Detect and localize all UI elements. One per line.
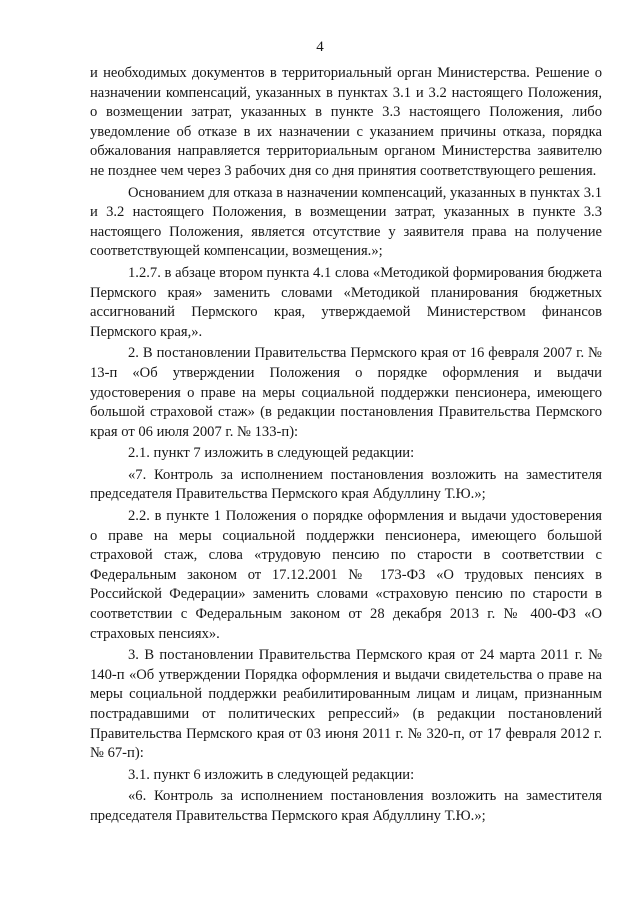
- document-body: [90, 64, 602, 829]
- paragraph-2-2: 2.2. в пункте 1 Положения о порядке оформления и выдачи удостоверения о праве на меры социальной поддержки пенсионера, имеющего большой страховой стаж, слова «трудовую пенсию по старости в соответствии с Федеральным законом от 17.12.2001 № 173-ФЗ «О трудовых пенсиях в Российской Федерации» заменить словами «страховую пенсию по старости в соответствии с Федеральным законом от 28 декабря 2013 г. № 400-ФЗ «О страховых пенсиях».: [90, 508, 602, 642]
- paragraph-1-2-7: 1.2.7. в абзаце втором пункта 4.1 слова «Методикой формирования бюджета Пермского края» заменить словами «Методикой планирования бюджетных ассигнований Пермского края, утверждаемой Министерством финансов Пермского края,».: [90, 264, 602, 340]
- page-number: 4: [316, 39, 324, 55]
- paragraph-3-1-quote: «6. Контроль за исполнением постановления возложить на заместителя председателя Правительства Пермского края Абдуллину Т.Ю.»;: [90, 788, 602, 824]
- paragraph-refusal-grounds: Основанием для отказа в назначении компенсаций, указанных в пунктах 3.1 и 3.2 настоящего Положения, в возмещении затрат, указанных в пункте 3.3 настоящего Положения, является отсутствие у заявителя права на получение соответствующей компенсации, возмещения.»;: [90, 184, 602, 260]
- paragraph-continuation: и необходимых документов в территориальный орган Министерства. Решение о назначении компенсаций, указанных в пунктах 3.1 и 3.2 настоящего Положения, о возмещении затрат, указанных в пункте 3.3 настоящего Положения, либо уведомление об отказе в их назначении с указанием причины отказа, порядка обжалования направляется территориальным органом Министерства заявителю не позднее чем через 3 рабочих дня со дня принятия соответствующего решения.: [90, 65, 602, 179]
- paragraph-section-2: 2. В постановлении Правительства Пермского края от 16 февраля 2007 г. № 13-п «Об утверждении Положения о порядке оформления и выдачи удостоверения о праве на меры социальной поддержки пенсионера, имеющего большой страховой стаж» (в редакции постановления Правительства Пермского края от 06 июля 2007 г. № 133-п):: [90, 345, 602, 440]
- paragraph-2-1-quote: «7. Контроль за исполнением постановления возложить на заместителя председателя Правительства Пермского края Абдуллину Т.Ю.»;: [90, 466, 602, 503]
- paragraph-3-1: 3.1. пункт 6 изложить в следующей редакции:: [128, 766, 415, 783]
- paragraph-section-3: 3. В постановлении Правительства Пермского края от 24 марта 2011 г. № 140-п «Об утверждении Порядка оформления и выдачи свидетельства о праве на меры социальной поддержки реабилитированным лицам и лицам, признанным пострадавшими от политических репрессий» (в редакции постановлений Правительства Пермского края от 03 июня 2011 г. № 320-п, от 17 февраля 2012 г. № 67-п):: [90, 647, 602, 762]
- paragraph-2-1: 2.1. пункт 7 изложить в следующей редакции:: [128, 445, 415, 462]
